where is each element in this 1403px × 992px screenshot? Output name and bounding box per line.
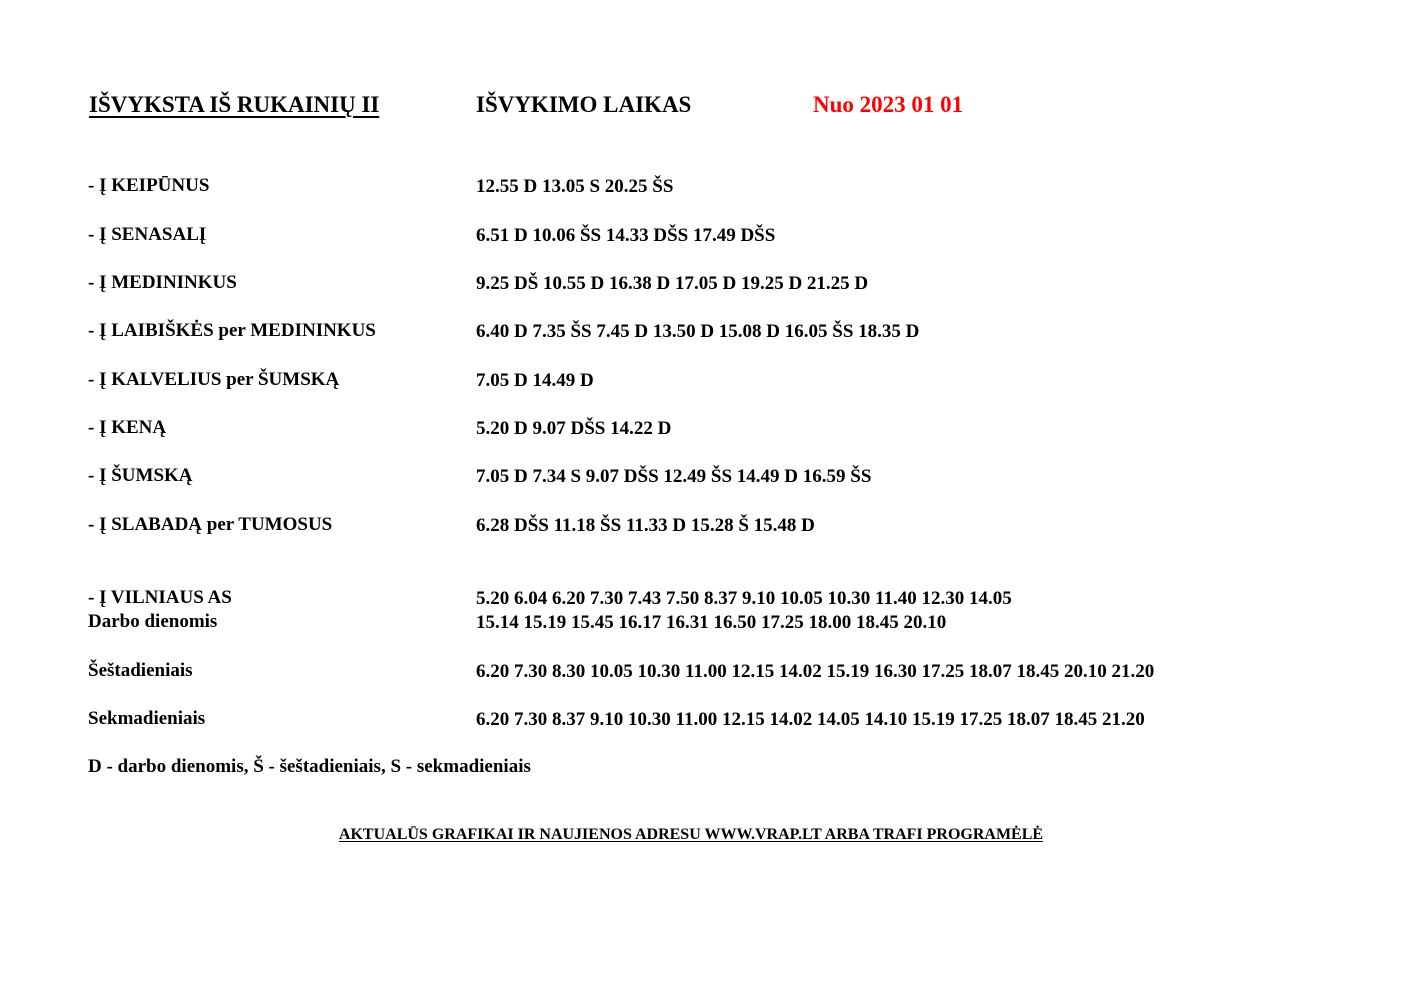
footer-notice: AKTUALŪS GRAFIKAI IR NAUJIENOS ADRESU WWW.VRAP.LT ARBA TRAFI PROGRAMĖLĖ: [338, 826, 1044, 843]
route-destination-senasali: - Į SENASALĮ: [88, 224, 207, 245]
route-times-senasali: 6.51 D 10.06 ŠS 14.33 DŠS 17.49 DŠS: [476, 225, 776, 246]
route-times-kena: 5.20 D 9.07 DŠS 14.22 D: [476, 418, 672, 439]
route-times-medininkus: 9.25 DŠ 10.55 D 16.38 D 17.05 D 19.25 D 21.25 D: [476, 273, 869, 294]
route-destination-slabada: - Į SLABADĄ per TUMOSUS: [88, 514, 333, 535]
route-times-kalvelius: 7.05 D 14.49 D: [476, 370, 594, 391]
route-destination-sumska: - Į ŠUMSKĄ: [88, 465, 193, 486]
route-times-sumska: 7.05 D 7.34 S 9.07 DŠS 12.49 ŠS 14.49 D 16.59 ŠS: [476, 466, 872, 487]
vilnius-weekday-times-line2: 15.14 15.19 15.45 16.17 16.31 16.50 17.25 18.00 18.45 20.10: [476, 612, 947, 633]
vilnius-weekday-times-line1: 5.20 6.04 6.20 7.30 7.43 7.50 8.37 9.10 10.05 10.30 11.40 12.30 14.05: [476, 588, 1012, 609]
route-destination-kena: - Į KENĄ: [88, 417, 167, 438]
route-destination-kalvelius: - Į KALVELIUS per ŠUMSKĄ: [88, 369, 340, 390]
vilnius-saturday-times: 6.20 7.30 8.30 10.05 10.30 11.00 12.15 14.02 15.19 16.30 17.25 18.07 18.45 20.10 21.20: [476, 661, 1155, 682]
vilnius-saturdays-label: Šeštadieniais: [88, 660, 193, 681]
page-title: IŠVYKSTA IŠ RUKAINIŲ II: [89, 92, 380, 117]
route-destination-vilnius: - Į VILNIAUS AS: [88, 587, 232, 608]
route-times-keipunus: 12.55 D 13.05 S 20.25 ŠS: [476, 176, 674, 197]
legend: D - darbo dienomis, Š - šeštadieniais, S - sekmadieniais: [88, 756, 531, 777]
vilnius-sunday-times: 6.20 7.30 8.37 9.10 10.30 11.00 12.15 14.02 14.05 14.10 15.19 17.25 18.07 18.45 21.20: [476, 709, 1145, 730]
departure-time-heading: IŠVYKIMO LAIKAS: [476, 92, 692, 117]
valid-from-date: Nuo 2023 01 01: [813, 92, 964, 117]
route-destination-laibiskes: - Į LAIBIŠKĖS per MEDININKUS: [88, 320, 376, 341]
vilnius-sundays-label: Sekmadieniais: [88, 708, 206, 729]
route-times-slabada: 6.28 DŠS 11.18 ŠS 11.33 D 15.28 Š 15.48 D: [476, 515, 815, 536]
route-destination-keipunus: - Į KEIPŪNUS: [88, 175, 210, 196]
vilnius-weekdays-label: Darbo dienomis: [88, 611, 218, 632]
route-times-laibiskes: 6.40 D 7.35 ŠS 7.45 D 13.50 D 15.08 D 16.05 ŠS 18.35 D: [476, 321, 920, 342]
route-destination-medininkus: - Į MEDININKUS: [88, 272, 237, 293]
